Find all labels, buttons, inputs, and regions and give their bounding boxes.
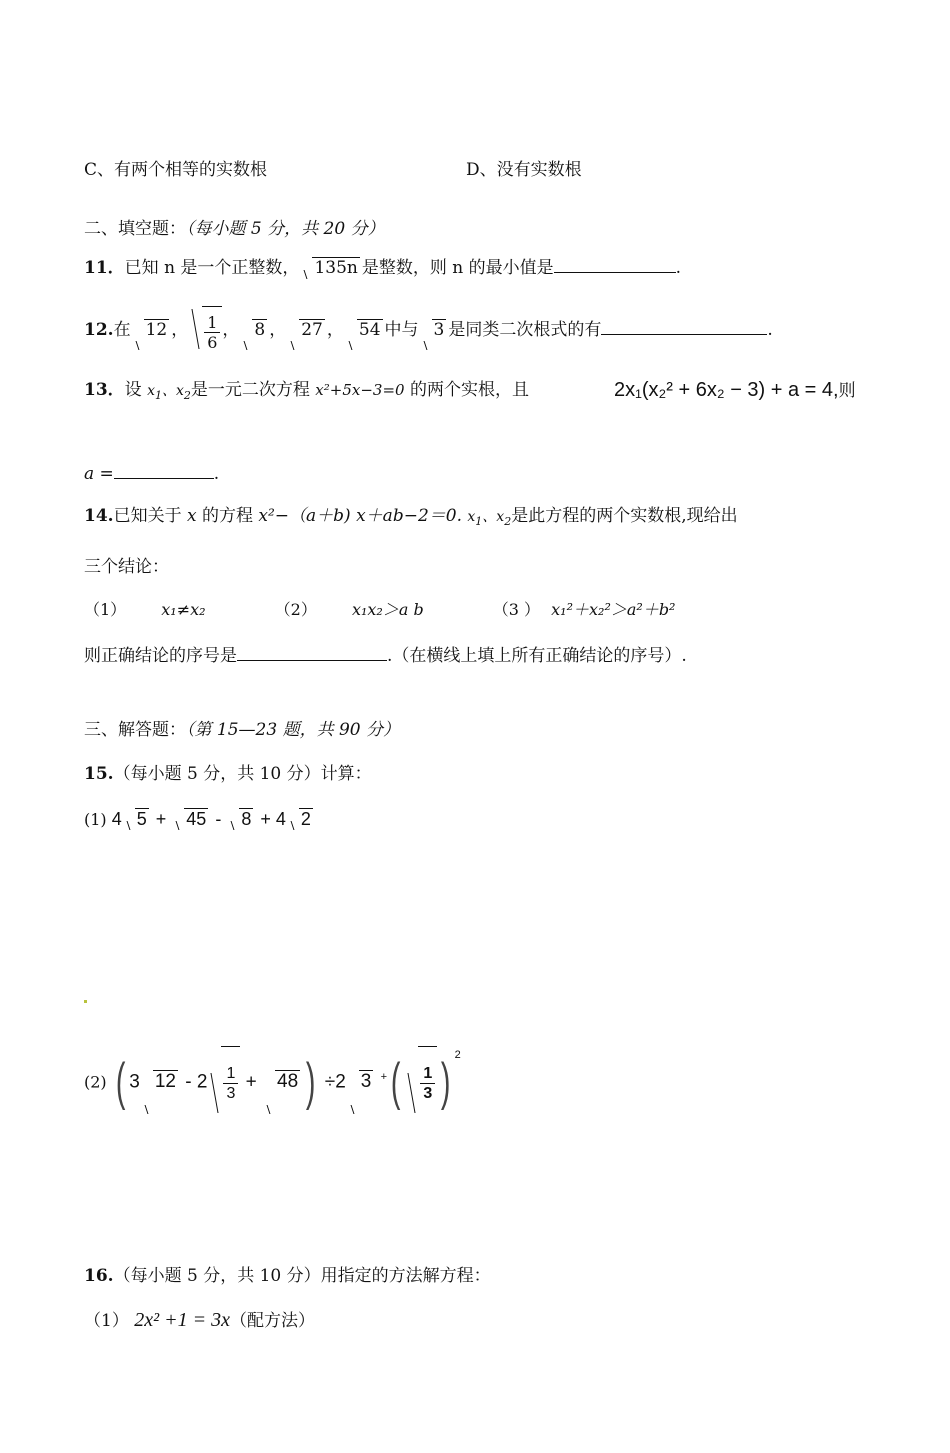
stray-mark [84,1000,87,1003]
question-text: 的两个实根，且 [409,380,529,400]
period: . [767,320,773,340]
q15-part1 [84,805,315,834]
question-text: 是此方程的两个实数根,现给出 [511,506,738,526]
coef: 3 [129,1071,140,1093]
q16-part1 [84,1306,315,1335]
q13-formula [614,376,856,405]
roots-symbol: $x_1$、$x_2$ [147,383,191,402]
period: . [675,258,682,278]
answer-blank[interactable] [114,460,214,479]
sqrt-2: 2 [288,805,313,833]
equation: x²+5x−3=0 [315,381,405,399]
option-d: D、没有实数根 [466,160,582,180]
sqrt-54: 54 [346,307,383,353]
conclusion-2: x₁x₂＞a b [351,600,424,619]
question-number: 11． [84,258,125,278]
sqrt-8: 8 [241,307,267,353]
question-text: （每小题 5 分，共 10 分）计算： [113,764,372,784]
sqrt-27: 27 [288,307,325,353]
question-text: 已知 n 是一个正整数， [124,258,300,278]
option-c: C、有两个相等的实数根 [84,160,268,180]
conclusion-3: x₁²＋x₂²＞a²＋b² [551,600,676,619]
question-14 [84,502,738,536]
sqrt-8: 8 [228,805,253,833]
question-text: 则正确结论的序号是 [84,646,237,666]
sqrt-45: 45 [173,805,208,833]
sqrt-48: 48 [264,1047,300,1117]
sqrt-135n: 135n [301,254,359,282]
right-paren: ) [441,1053,451,1112]
method-label: （配方法） [229,1311,315,1331]
var-x: x [186,506,197,526]
coef: 4 [111,809,122,829]
part-label: (2) [84,1072,107,1092]
question-12: 12.在 12 ， $\frac{1}{6}$ ， 8 ， 27 ， 54 中与 3 是同类二次根式的有 . [84,306,773,355]
question-number: 16. [84,1266,114,1286]
answer-blank[interactable] [554,254,676,273]
question-text: （每小题 5 分，共 10 分）用指定的方法解方程： [113,1266,491,1286]
question-13 [84,376,529,410]
plus-coef: + 4 [260,809,286,829]
question-text: 已知关于 [113,506,182,526]
question-text: 是一元二次方程 [190,380,310,400]
question-text: 是整数，则 n 的最小值是 [361,258,554,278]
sqrt-one-third-bold: $\frac{1}{3}$ [404,1046,437,1119]
q14-conclusions [84,596,675,624]
answer-blank[interactable] [601,316,767,335]
q13-answer-line [84,460,219,488]
question-11 [84,254,681,282]
question-text: 则 [838,381,856,401]
roots-symbol: $x_1$、$x_2$ [467,509,512,528]
sqrt-12: 12 [133,307,170,353]
question-text: 的方程 [201,506,253,526]
question-number: 13． [84,380,125,400]
conclusion-1: x₁≠x₂ [161,600,206,619]
q14-line2: 三个结论： [84,557,169,577]
minus: - [215,809,222,829]
question-15 [84,760,372,788]
sqrt-3: 3 [421,307,447,353]
q15-part2 [84,1042,461,1119]
minus-coef: - 2 [185,1071,208,1093]
question-text: 设 [124,380,142,400]
question-number: 15. [84,764,114,784]
sqrt-12: 12 [142,1047,178,1117]
part-label: (1) [84,810,107,829]
sqrt-3: 3 [348,1047,374,1117]
question-text: 中与 [384,320,419,340]
section-heading: 二、填空题： [84,219,186,239]
equation: x²−（a＋b) x＋ab−2＝0. [258,506,462,526]
question-16 [84,1262,491,1290]
question-text: 是同类二次根式的有 [448,320,602,340]
sqrt-one-sixth: $\frac{1}{6}$ [188,306,222,355]
right-paren: ) [306,1053,316,1112]
left-paren: ( [390,1053,401,1112]
question-number: 14. [84,506,114,526]
section-3-heading [84,716,400,744]
section-note: （每小题 5 分，共 20 分） [186,219,385,239]
left-paren: ( [115,1053,126,1112]
conclusion-2-label: （2） [274,600,317,619]
part-label: （1） [84,1311,129,1331]
exponent: 2 [454,1049,461,1061]
section-2-heading [84,215,385,243]
sqrt-5: 5 [124,805,149,833]
sqrt-one-third: $\frac{1}{3}$ [207,1046,240,1119]
answer-blank[interactable] [237,642,387,661]
q14-line4 [84,642,687,670]
plus: + [245,1071,257,1093]
conclusion-1-label: （1） [84,600,127,619]
conclusion-3-label: （3 ） [492,600,541,619]
period: . [213,464,220,484]
plus: + [380,1071,388,1083]
question-number: 12. [84,320,114,340]
question-text: .（在横线上填上所有正确结论的序号）. [387,646,687,666]
divide-coef: ÷2 [324,1071,346,1093]
section-heading: 三、解答题： [84,720,186,740]
answer-label: a = [84,464,114,484]
equation: 2x² +1 = 3x [134,1309,230,1331]
plus: + [155,809,167,829]
section-note: （第 15—23 题，共 90 分） [186,720,401,740]
question-text: 在 [113,320,131,340]
formula: 2x₁(x₂² + 6x₂ − 3) + a = 4, [614,379,839,401]
